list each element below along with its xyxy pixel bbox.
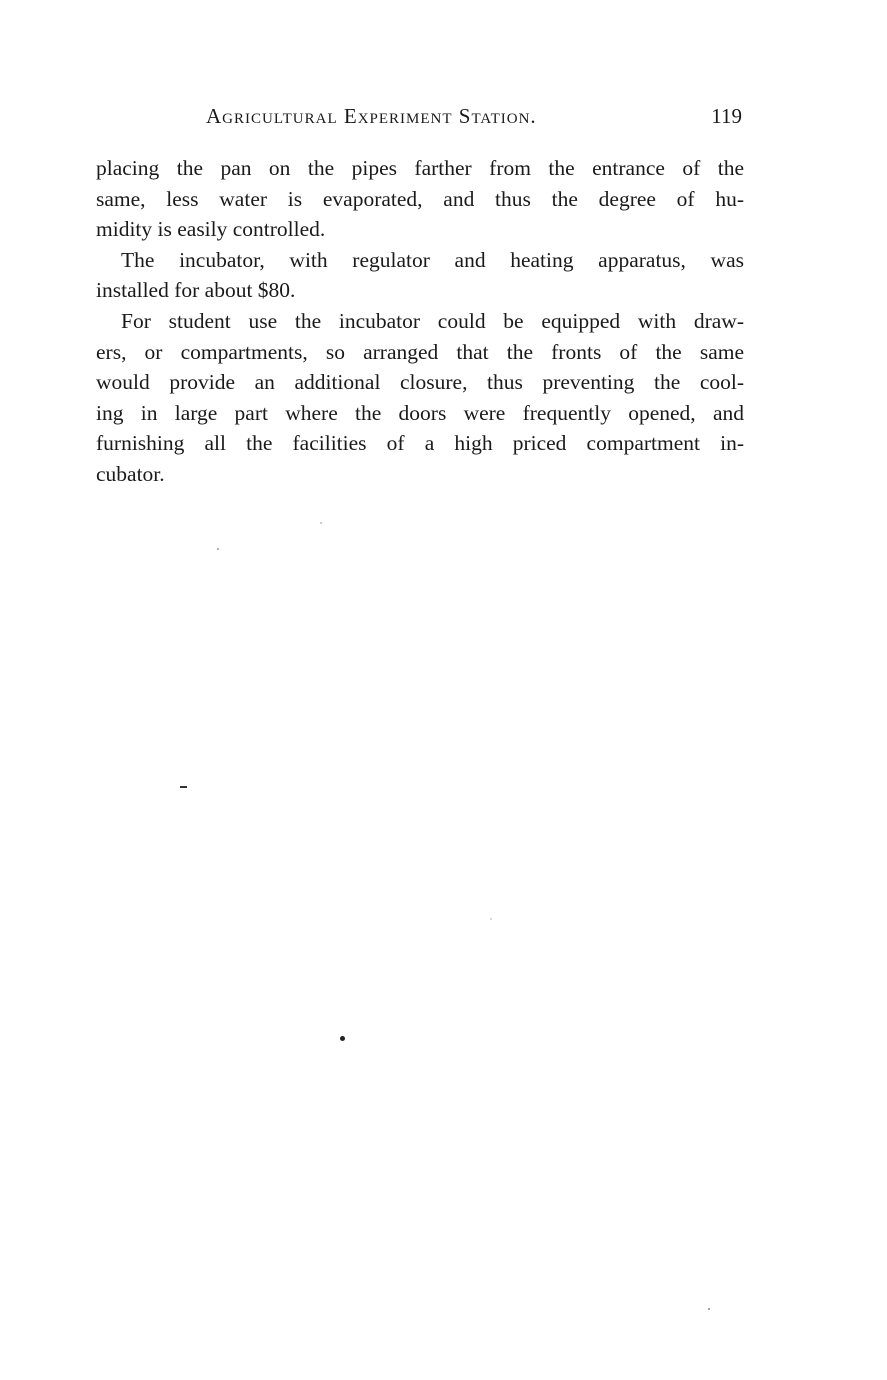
- scan-speck: [490, 918, 492, 920]
- paragraph-3: [96, 306, 744, 490]
- text-line: For student use the incubator could be equipped with draw-: [121, 308, 744, 333]
- text-line: furnishing all the facilities of a high priced compartment in-: [96, 431, 744, 456]
- text-line: installed for about $80.: [96, 278, 296, 303]
- scan-speck: [180, 786, 187, 788]
- text-line: cubator.: [96, 461, 165, 486]
- scan-speck: [320, 522, 322, 524]
- body-text: [96, 153, 744, 490]
- running-title: Agricultural Experiment Station.: [206, 104, 537, 128]
- text-line: same, less water is evaporated, and thus the degree of hu-: [96, 186, 744, 211]
- page-number: 119: [711, 104, 742, 128]
- scan-speck: [217, 548, 219, 550]
- text-line: would provide an additional closure, thus preventing the cool-: [96, 370, 744, 395]
- scan-speck: [708, 1308, 710, 1310]
- running-head: [96, 104, 744, 134]
- text-line: ers, or compartments, so arranged that the fronts of the same: [96, 339, 744, 364]
- paragraph-2: [96, 245, 744, 306]
- paragraph-1: [96, 153, 744, 245]
- text-line: The incubator, with regulator and heating apparatus, was: [121, 247, 744, 272]
- text-line: ing in large part where the doors were frequently opened, and: [96, 400, 744, 425]
- scan-speck: [340, 1036, 345, 1041]
- text-line: midity is easily controlled.: [96, 217, 326, 242]
- text-line: placing the pan on the pipes farther from the entrance of the: [96, 156, 744, 180]
